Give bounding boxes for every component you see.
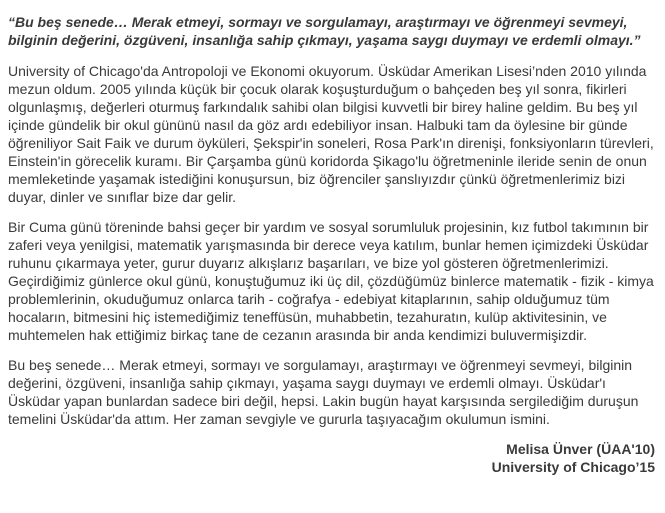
paragraph-3: Bu beş senede… Merak etmeyi, sormayı ve sorgulamayı, araştırmayı ve öğrenmeyi sevmeyi, bilginin değerini, özgüveni, insanlığa sahip çıkmayı, yaşama saygı duymayı ve erdemli olmayı. Üsküdar'ı Üsküdar yapan bunlardan sadece biri değil, hepsi. Lakin bugün hayat karşısında sergilediğim duruşun temelini Üsküdar'da attım. Her zaman sevgiyle ve gururla taşıyacağım okulumun ismini.	[8, 357, 639, 427]
signature-name: Melisa Ünver (ÜAA'10)	[506, 441, 655, 457]
signature-school-year: University of Chicago’15	[491, 459, 655, 475]
signature-block	[8, 440, 657, 476]
paragraph-2: Bir Cuma günü töreninde bahsi geçer bir yardım ve sosyal sorumluluk projesinin, kız futbol takımının bir zaferi veya yenilgisi, matematik yarışmasında bir derece veya katılım, bunlar hemen içimizdeki Üsküdar ruhunu çıkarmaya yeter, gurur duyarız alkışlarız başarıları, ve bize yol gösteren öğretmenlerimizi. Geçirdiğimiz günlerce okul günü, konuştuğumuz iki üç dil, çözdüğümüz binlerce matematik - fizik - kimya problemlerinin, okuduğumuz onlarca tarih - coğrafya - edebiyat kitaplarının, sahip olduğumuz tüm hocaların, bitmesini hiç istemediğimiz teneffüsün, muhabbetin, tezahuratın, kulüp aktivitesinin, ve muhtemelen hak ettiğimiz birkaç tane de cezanın arasında bir anda kendimizi buluvermişizdir.	[8, 219, 654, 343]
opening-quote: “Bu beş senede… Merak etmeyi, sormayı ve sorgulamayı, araştırmayı ve öğrenmeyi sevmeyi, bilginin değerini, özgüveni, insanlığa sahip çıkmayı, yaşama saygı duymayı ve erdemli olmayı.”	[8, 14, 641, 48]
paragraph-1: University of Chicago'da Antropoloji ve Ekonomi okuyorum. Üsküdar Amerikan Lisesi’nden 2010 yılında mezun oldum. 2005 yılında küçük bir çocuk olarak koşuşturduğum o bahçeden beş yıl sonra, fikirleri olgunlaşmış, değerleri oturmuş farkındalık sahibi olan bilgisi kuvvetli bir birey haline geldim. Bu beş yıl içinde gündelik bir okul gününü nasıl da göz ardı edebiliyor insan. Halbuki tam da öylesine bir günde öğreniliyor Sait Faik ve durum öyküleri, Şekspir'in soneleri, Rosa Park'ın direnişi, fonksiyonların türevleri, Einstein'in görecelik kuramı. Bir Çarşamba günü koridorda Şikago'lu öğretmeninle ileride senin de onun memleketinde yaşamak istediğini konuşursun, biz öğrenciler şanslıyızdır çünkü öğretmenlerimiz bizi duyar, dinler ve sınıflar bize dar gelir.	[8, 63, 654, 205]
